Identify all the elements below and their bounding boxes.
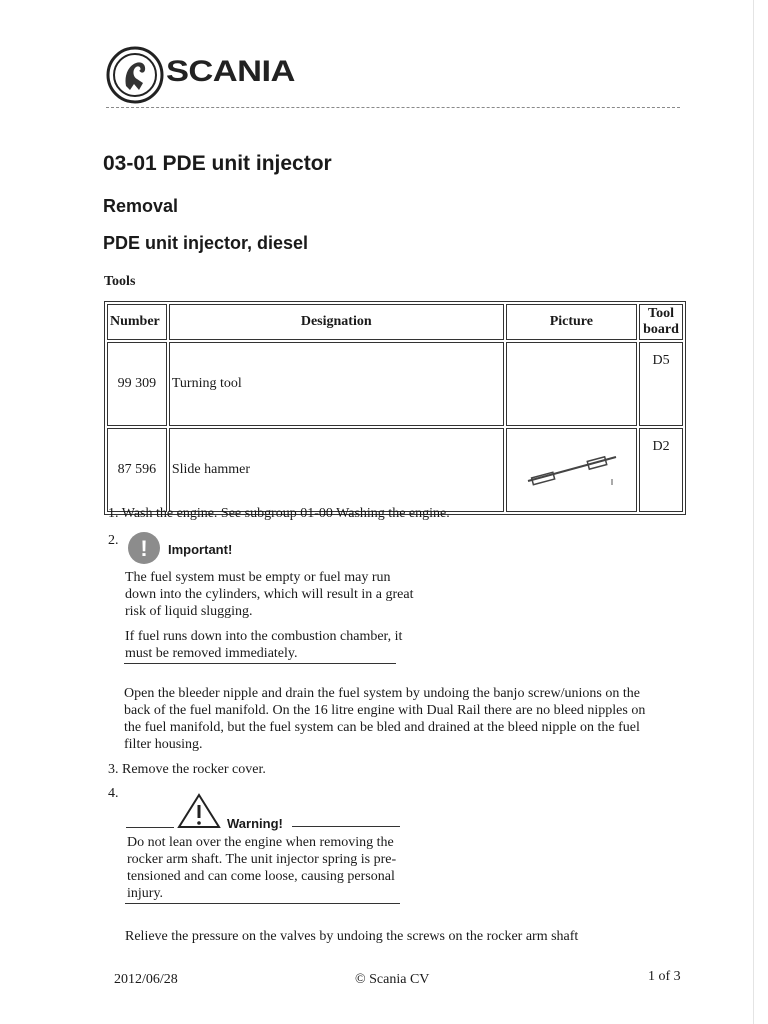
tool-designation: Slide hammer (169, 428, 504, 512)
step-text: Remove the rocker cover. (122, 762, 266, 777)
table-header-row (107, 304, 683, 340)
footer-date: 2012/06/28 (114, 972, 178, 987)
important-text: The fuel system must be empty or fuel may run down into the cylinders, which will result in a great risk of liquid slugging. (125, 570, 414, 619)
section-title: Removal (103, 196, 179, 216)
tool-board: D2 (639, 428, 683, 512)
column-header: Picture (506, 304, 637, 340)
warning-text: Do not lean over the engine when removing the rocker arm shaft. The unit injector spring is pre-tensioned and can come loose, causing personal injury. (127, 835, 397, 901)
scan-edge (753, 0, 754, 1024)
exclamation-icon: ! (128, 532, 160, 564)
logo-wordmark: SCANIA (166, 55, 295, 88)
tool-number: 87 596 (107, 428, 167, 512)
tools-heading: Tools (104, 274, 136, 289)
step-number: 2. (108, 533, 119, 548)
step-number: 1. (108, 506, 119, 521)
tool-designation: Turning tool (169, 342, 504, 426)
header-divider (106, 107, 680, 108)
column-header: Number (107, 304, 167, 340)
warning-divider (126, 827, 174, 828)
warning-triangle-icon (177, 793, 221, 829)
tool-picture (506, 428, 637, 512)
notice-divider (125, 903, 400, 904)
table-row (107, 428, 683, 512)
page-number: 1 of 3 (648, 969, 681, 984)
scania-logo (106, 46, 326, 104)
step-1 (108, 505, 450, 522)
important-text: If fuel runs down into the combustion chamber, it must be removed immediately. (125, 629, 403, 661)
step-text: Wash the engine. See subgroup 01-00 Washing the engine. (121, 506, 450, 521)
step-3 (108, 761, 266, 778)
warning-label: Warning! (227, 816, 283, 831)
tool-number: 99 309 (107, 342, 167, 426)
step-number: 3. (108, 762, 119, 777)
page-title: 03-01 PDE unit injector (103, 152, 332, 175)
tool-board: D5 (639, 342, 683, 426)
scania-griffin-icon (106, 46, 164, 104)
column-header: Tool board (639, 304, 683, 340)
tool-picture (506, 342, 637, 426)
slide-hammer-icon (516, 443, 626, 493)
step-text: Open the bleeder nipple and drain the fuel system by undoing the banjo screw/unions on the back of the fuel manifold. On the 16 litre engine with Dual Rail there are no bleed nipples on the fuel manifold, but the fuel system can be bled and drained at the bleed nipple on the fuel filter housing. (124, 686, 646, 752)
footer-copyright: © Scania CV (355, 972, 430, 987)
warning-divider (292, 826, 400, 827)
tools-table (104, 301, 686, 515)
component-title: PDE unit injector, diesel (103, 233, 309, 253)
table-row (107, 342, 683, 426)
column-header: Designation (169, 304, 504, 340)
step-number: 4. (108, 786, 119, 801)
step-text: Relieve the pressure on the valves by undoing the screws on the rocker arm shaft (125, 929, 579, 944)
notice-divider (124, 663, 396, 664)
important-label: Important! (168, 542, 233, 557)
